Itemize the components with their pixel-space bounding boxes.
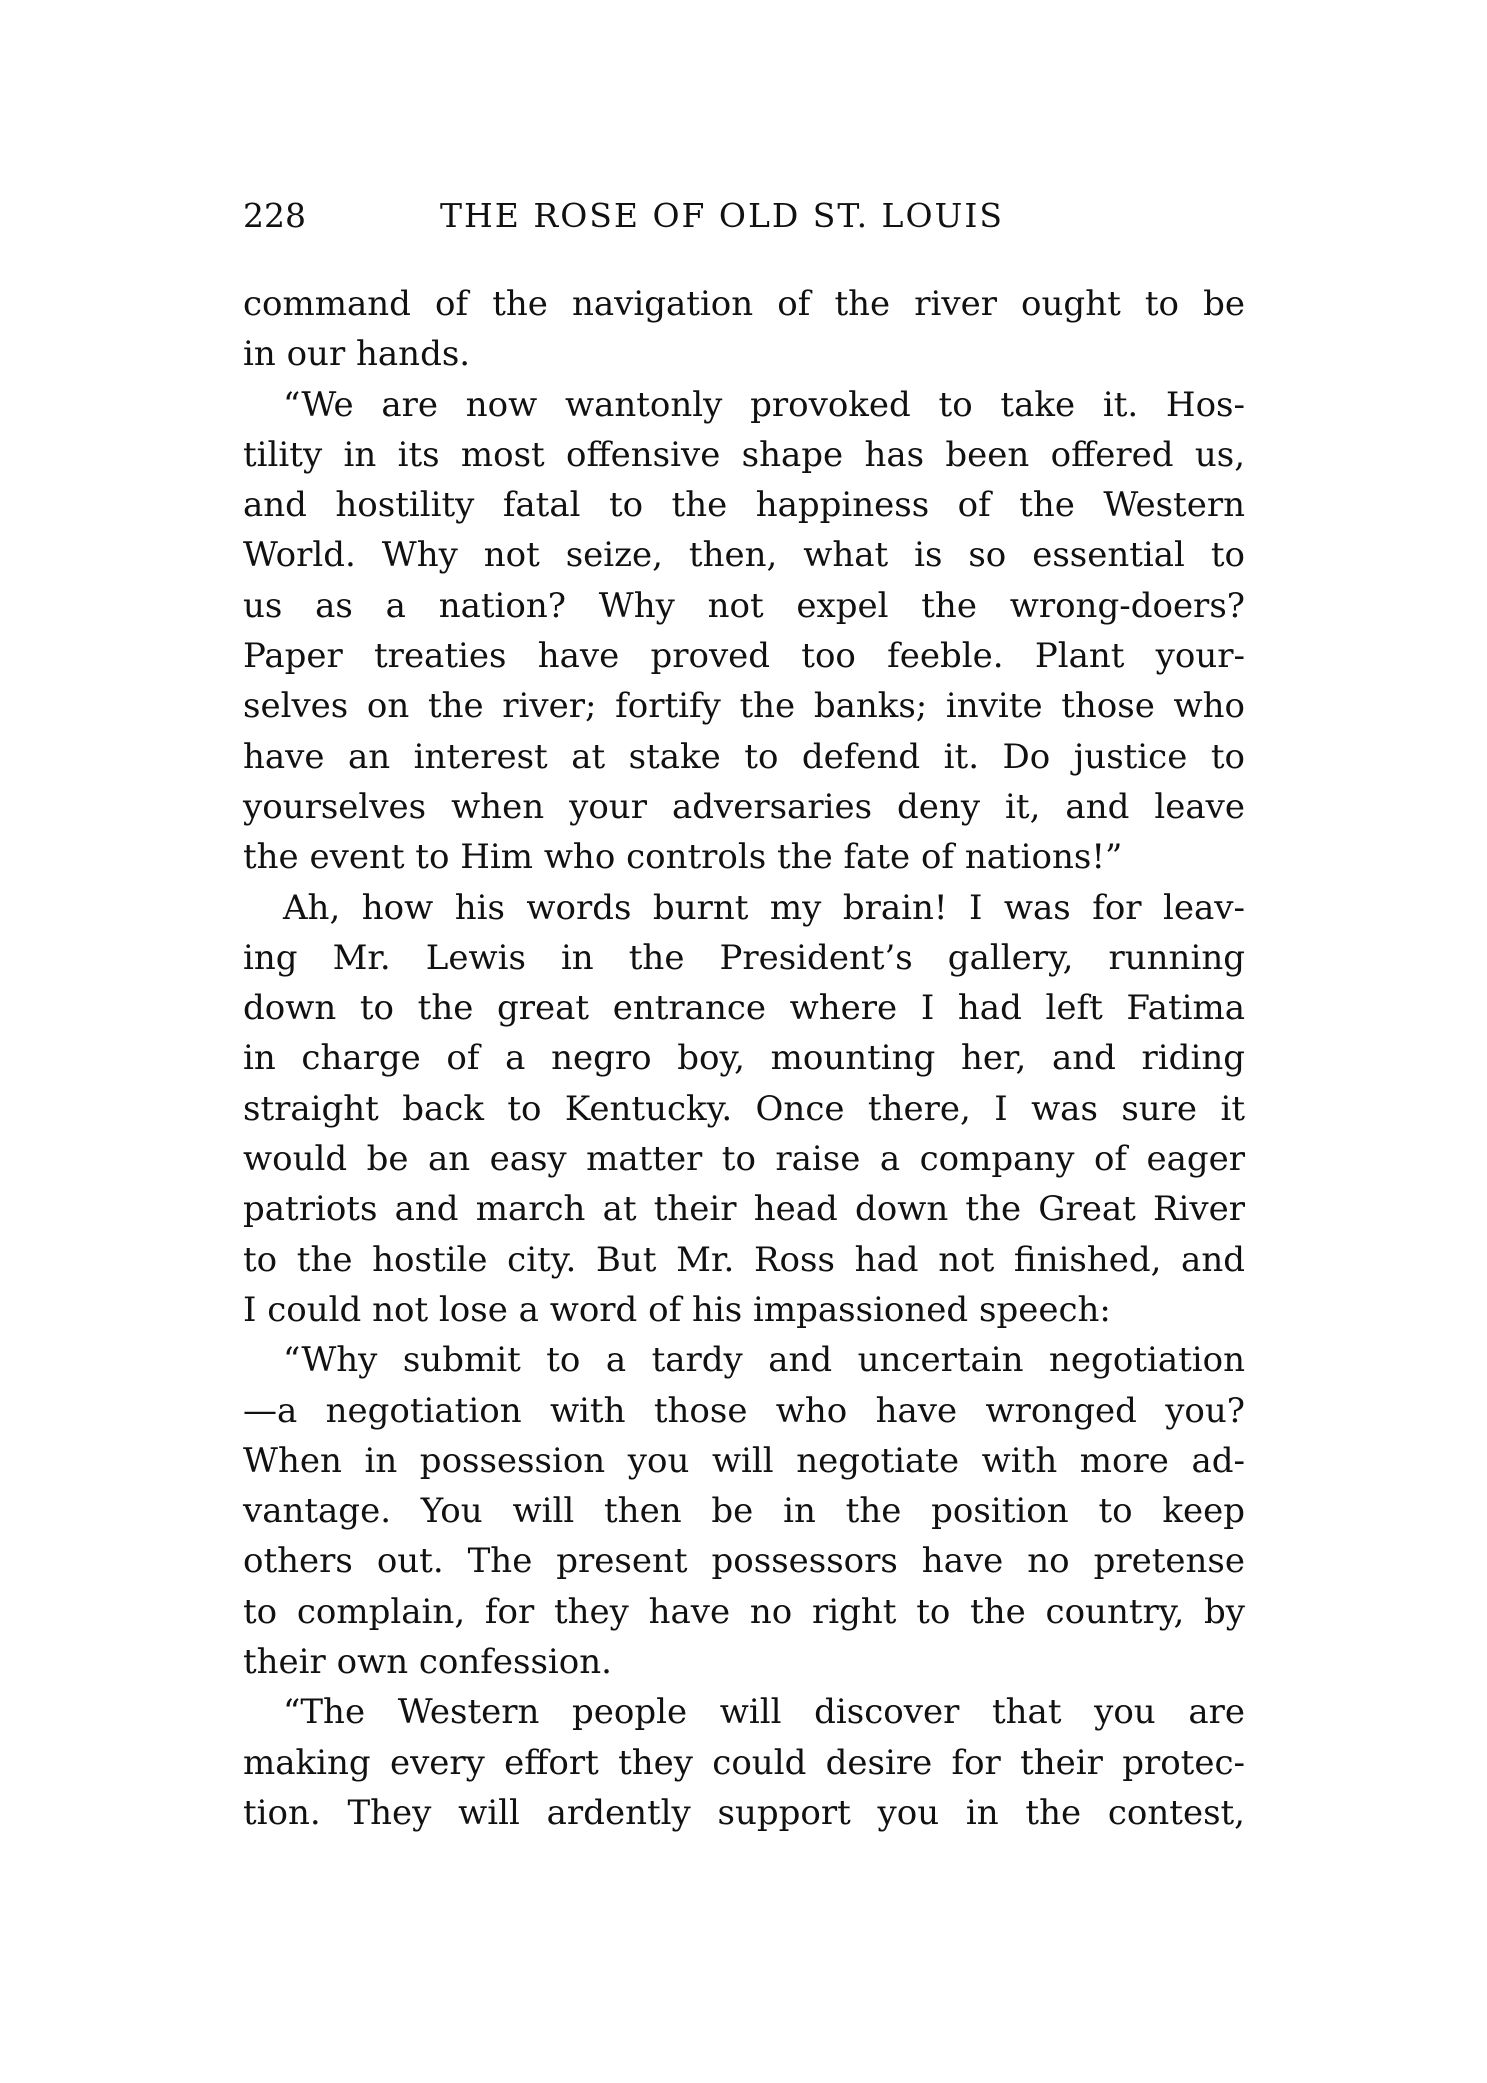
page-number: 228 xyxy=(243,196,306,235)
text-line: to the hostile city. But Mr. Ross had not finished, and xyxy=(243,1239,1245,1280)
text-line: Paper treaties have proved too feeble. Plant your- xyxy=(243,636,1245,677)
text-line: World. Why not seize, then, what is so essential to xyxy=(243,535,1245,576)
text-line: tility in its most offensive shape has been offered us, xyxy=(243,434,1245,475)
text-line: yourselves when your adversaries deny it, and leave xyxy=(243,786,1245,827)
text-line: “We are now wantonly provoked to take it. Hos- xyxy=(283,384,1245,425)
text-line: to complain, for they have no right to the country, by xyxy=(243,1591,1245,1632)
text-line: would be an easy matter to raise a company of eager xyxy=(243,1139,1245,1180)
text-line: Ah, how his words burnt my brain! I was for leav- xyxy=(283,887,1245,928)
text-line: have an interest at stake to defend it. Do justice to xyxy=(243,736,1245,777)
text-line: “Why submit to a tardy and uncertain negotiation xyxy=(283,1340,1245,1381)
text-line: I could not lose a word of his impassioned speech: xyxy=(243,1289,1111,1330)
text-line: command of the navigation of the river ought to be xyxy=(243,284,1245,324)
text-line: patriots and march at their head down the Great River xyxy=(243,1189,1245,1230)
text-line: others out. The present possessors have no pretense xyxy=(243,1541,1245,1582)
text-line: the event to Him who controls the fate of nations!” xyxy=(243,837,1123,878)
text-line: “The Western people will discover that you are xyxy=(283,1692,1245,1733)
text-line: tion. They will ardently support you in the contest, xyxy=(243,1792,1245,1833)
text-line: making every effort they could desire for their protec- xyxy=(243,1742,1245,1783)
text-line: down to the great entrance where I had left Fatima xyxy=(243,988,1245,1029)
text-line: and hostility fatal to the happiness of the Western xyxy=(243,485,1245,526)
text-line: us as a nation? Why not expel the wrong-doers? xyxy=(243,585,1245,626)
text-line: vantage. You will then be in the position to keep xyxy=(243,1491,1245,1532)
running-header xyxy=(243,196,1245,240)
text-line: When in possession you will negotiate with more ad- xyxy=(243,1440,1245,1481)
text-line: in our hands. xyxy=(243,334,471,375)
text-line: ing Mr. Lewis in the President’s gallery, running xyxy=(243,937,1245,978)
page-body-text xyxy=(243,279,1245,1838)
running-title: THE ROSE OF OLD ST. LOUIS xyxy=(440,196,1004,235)
text-line: their own confession. xyxy=(243,1642,612,1683)
text-line: selves on the river; fortify the banks; invite those who xyxy=(243,686,1245,727)
text-line: straight back to Kentucky. Once there, I was sure it xyxy=(243,1088,1245,1129)
text-line: in charge of a negro boy, mounting her, and riding xyxy=(243,1038,1245,1079)
text-line: —a negotiation with those who have wronged you? xyxy=(243,1390,1245,1431)
